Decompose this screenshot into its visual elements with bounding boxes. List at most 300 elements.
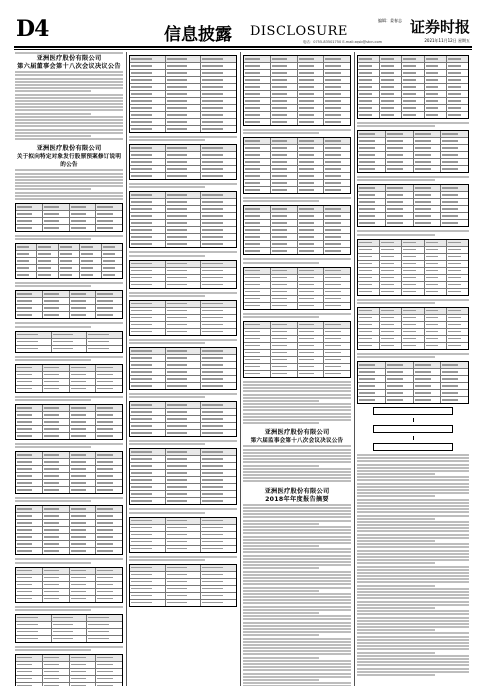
table-cell [96, 305, 122, 311]
text-line [15, 326, 91, 328]
text-line [357, 540, 435, 542]
text-line [357, 674, 435, 676]
table-cell [201, 241, 236, 247]
table-row [16, 244, 122, 251]
table-cell [201, 56, 236, 62]
text-line [243, 548, 351, 550]
table-cell [244, 105, 271, 111]
table-cell [130, 315, 166, 321]
table-cell [70, 372, 97, 378]
table-cell [298, 322, 325, 328]
text-line [243, 504, 351, 506]
table-row [244, 180, 350, 187]
table-cell [358, 138, 386, 144]
table-cell [324, 159, 350, 165]
text-line [357, 604, 469, 606]
text-line [357, 671, 469, 673]
table-cell [166, 593, 202, 599]
table-cell [16, 466, 43, 472]
table-cell [70, 541, 97, 547]
table-cell [70, 506, 97, 512]
table-cell [130, 402, 166, 408]
table-cell [324, 166, 350, 172]
table-cell [201, 449, 236, 455]
table-row [16, 548, 122, 554]
table-cell [244, 180, 271, 186]
table-cell [43, 298, 70, 304]
table-cell [271, 275, 298, 281]
table-cell [414, 397, 442, 403]
table-cell [447, 63, 468, 69]
text-line [243, 529, 351, 531]
table-cell [380, 343, 402, 349]
table-cell [402, 254, 424, 260]
table-cell [298, 364, 325, 370]
table-cell [96, 548, 122, 554]
text-line [15, 109, 123, 111]
table-cell [37, 258, 58, 264]
table-row [16, 683, 122, 686]
table-row [358, 369, 468, 376]
table-row [358, 383, 468, 390]
table-row [358, 254, 468, 261]
table-row [16, 379, 122, 386]
table-cell [16, 365, 43, 371]
text-line [15, 100, 123, 102]
table-cell [441, 213, 468, 219]
table-cell [201, 70, 236, 76]
table-row [130, 586, 236, 593]
table-cell [166, 600, 202, 606]
table-cell [130, 565, 166, 571]
table-cell [166, 491, 202, 497]
text-line [15, 396, 123, 398]
table-cell [130, 63, 166, 69]
table-row [358, 131, 468, 138]
text-line [357, 521, 469, 523]
table-cell [43, 589, 70, 595]
table-cell [271, 119, 298, 125]
table-row [358, 206, 468, 213]
table-cell [298, 350, 325, 356]
text-line [357, 594, 469, 596]
data-table [129, 144, 237, 180]
table-cell [16, 480, 43, 486]
table-row [244, 159, 350, 166]
table-row [358, 322, 468, 329]
table-cell [16, 265, 37, 271]
text-line [357, 629, 435, 631]
table-cell [402, 336, 424, 342]
table-cell [402, 98, 424, 104]
table-row [130, 84, 236, 91]
announcement-company: 亚洲医疗股份有限公司 [36, 145, 102, 153]
table-cell [298, 268, 325, 274]
table-cell [80, 272, 101, 278]
table-cell [358, 369, 386, 375]
table-row [244, 296, 350, 303]
table-row [130, 449, 236, 456]
table-cell [425, 282, 447, 288]
table-cell [201, 430, 236, 436]
flow-arrow [413, 436, 414, 440]
table-row [16, 332, 122, 339]
table-cell [130, 477, 166, 483]
table-cell [16, 405, 43, 411]
table-row [244, 213, 350, 220]
table-cell [16, 272, 37, 278]
table-cell [166, 498, 202, 504]
table-cell [130, 105, 166, 111]
table-cell [324, 371, 350, 377]
table-cell [166, 308, 202, 314]
table-cell [441, 159, 468, 165]
table-cell [358, 192, 386, 198]
masthead [14, 16, 472, 50]
table-cell [447, 315, 468, 321]
table-cell [201, 376, 236, 382]
table-cell [380, 98, 402, 104]
table-cell [201, 402, 236, 408]
text-line [357, 464, 469, 466]
table-cell [441, 166, 468, 172]
table-cell [43, 386, 70, 392]
table-cell [414, 213, 442, 219]
text-line [357, 176, 469, 178]
table-cell [358, 261, 380, 267]
table-cell [425, 275, 447, 281]
table-cell [166, 261, 202, 267]
text-line [357, 553, 469, 555]
text-line [357, 591, 469, 593]
text-line [243, 129, 351, 131]
table-row [358, 185, 468, 192]
table-cell [16, 669, 43, 675]
table-row [130, 145, 236, 152]
table-cell [16, 426, 43, 432]
text-line [243, 526, 351, 528]
table-row [130, 166, 236, 173]
table-cell [16, 258, 37, 264]
text-line [129, 292, 237, 294]
table-cell [70, 582, 97, 588]
table-cell [70, 379, 97, 385]
text-line [243, 618, 351, 620]
text-line [129, 393, 237, 395]
table-cell [298, 220, 325, 226]
text-line [243, 564, 351, 566]
table-cell [358, 77, 380, 83]
table-cell [414, 383, 442, 389]
table-cell [447, 98, 468, 104]
table-cell [96, 433, 122, 439]
table-cell [402, 84, 424, 90]
table-cell [298, 248, 325, 254]
table-cell [298, 329, 325, 335]
table-cell [59, 244, 80, 250]
table-cell [402, 315, 424, 321]
text-line [357, 642, 469, 644]
table-cell [130, 261, 166, 267]
table-cell [96, 459, 122, 465]
text-line [243, 510, 351, 512]
text-line [357, 572, 469, 574]
table-row [130, 282, 236, 288]
text-line [357, 467, 469, 469]
text-line [357, 492, 469, 494]
table-row [130, 105, 236, 112]
table-cell [130, 84, 166, 90]
table-row [358, 390, 468, 397]
table-cell [386, 397, 414, 403]
data-table [15, 451, 123, 494]
table-cell [166, 145, 202, 151]
table-cell [130, 173, 166, 179]
table-cell [271, 296, 298, 302]
table-row [244, 371, 350, 377]
text-line [357, 125, 435, 127]
text-line [357, 486, 469, 488]
table-cell [70, 527, 97, 533]
table-cell [43, 534, 70, 540]
table-cell [324, 364, 350, 370]
table-cell [166, 301, 202, 307]
table-cell [16, 575, 43, 581]
table-row [358, 247, 468, 254]
table-cell [324, 227, 350, 233]
text-line [15, 562, 91, 564]
text-line [243, 676, 351, 678]
text-line [243, 653, 351, 655]
table-cell [130, 268, 166, 274]
data-table [243, 55, 351, 126]
table-cell [402, 247, 424, 253]
table-cell [102, 265, 122, 271]
text-line [15, 103, 123, 105]
table-cell [52, 339, 88, 345]
table-cell [201, 206, 236, 212]
table-cell [43, 452, 70, 458]
table-row [130, 261, 236, 268]
table-row [130, 402, 236, 409]
text-line [15, 359, 91, 361]
text-line [357, 562, 435, 564]
table-cell [70, 386, 97, 392]
table-cell [70, 218, 97, 224]
table-cell [96, 473, 122, 479]
table-row [130, 498, 236, 504]
table-row [16, 272, 122, 278]
table-cell [425, 343, 447, 349]
body-text-block [15, 71, 123, 140]
text-line [243, 468, 351, 470]
table-row [16, 426, 122, 433]
text-line [243, 641, 351, 643]
text-line [129, 186, 205, 188]
table-cell [402, 343, 424, 349]
table-cell [441, 138, 468, 144]
table-row [130, 348, 236, 355]
table-cell [96, 426, 122, 432]
table-cell [386, 220, 414, 226]
data-table [243, 205, 351, 255]
table-cell [380, 254, 402, 260]
table-cell [130, 152, 166, 158]
table-cell [166, 159, 202, 165]
table-cell [298, 56, 325, 62]
table-row [358, 138, 468, 145]
table-cell [96, 655, 122, 661]
table-cell [201, 484, 236, 490]
table-row [16, 218, 122, 225]
table-cell [52, 346, 88, 352]
table-cell [402, 322, 424, 328]
table-cell [16, 506, 43, 512]
table-cell [87, 332, 122, 338]
table-cell [130, 484, 166, 490]
table-row [244, 268, 350, 275]
table-row [16, 568, 122, 575]
text-line [243, 612, 319, 614]
text-line [15, 116, 123, 118]
table-cell [402, 268, 424, 274]
table-cell [166, 369, 202, 375]
table-row [130, 322, 236, 329]
text-line [15, 198, 123, 200]
text-line [357, 559, 469, 561]
table-cell [201, 355, 236, 361]
table-cell [298, 173, 325, 179]
table-cell [244, 343, 271, 349]
text-line [129, 440, 237, 442]
text-line [15, 74, 123, 76]
data-tables [357, 55, 469, 404]
text-line [15, 90, 91, 92]
text-line [243, 452, 351, 454]
text-line [243, 663, 351, 665]
table-cell [16, 251, 37, 257]
text-line [243, 634, 319, 636]
table-cell [16, 683, 43, 686]
text-line [357, 620, 469, 622]
table-row [244, 227, 350, 234]
table-cell [201, 275, 236, 281]
table-cell [324, 63, 350, 69]
text-line [357, 476, 469, 478]
table-cell [298, 152, 325, 158]
table-cell [96, 405, 122, 411]
table-cell [244, 289, 271, 295]
table-row [130, 70, 236, 77]
table-row [16, 204, 122, 211]
table-row [16, 251, 122, 258]
table-cell [358, 152, 386, 158]
table-cell [298, 282, 325, 288]
table-cell [166, 329, 202, 335]
table-cell [43, 305, 70, 311]
table-cell [358, 213, 386, 219]
table-row [244, 241, 350, 248]
table-cell [130, 532, 166, 538]
table-cell [37, 265, 58, 271]
table-cell [16, 487, 43, 493]
text-line [243, 539, 351, 541]
data-tables [129, 55, 237, 607]
text-line [243, 574, 351, 576]
table-cell [87, 622, 122, 628]
text-line [15, 443, 123, 445]
data-table [15, 654, 123, 686]
table-cell [52, 636, 88, 642]
table-cell [386, 213, 414, 219]
body-text-block [243, 504, 351, 686]
table-cell [441, 376, 468, 382]
table-cell [96, 520, 122, 526]
text-line [129, 139, 205, 141]
text-line [243, 669, 351, 671]
table-row [358, 261, 468, 268]
table-row [244, 336, 350, 343]
table-cell [201, 159, 236, 165]
table-cell [70, 513, 97, 519]
table-row [244, 303, 350, 309]
table-cell [166, 213, 202, 219]
table-cell [70, 596, 97, 602]
table-cell [96, 291, 122, 297]
table-row [244, 234, 350, 241]
table-row [130, 491, 236, 498]
table-cell [324, 98, 350, 104]
table-row [130, 213, 236, 220]
table-cell [298, 98, 325, 104]
text-line [357, 578, 469, 580]
table-cell [425, 261, 447, 267]
table-cell [271, 152, 298, 158]
table-cell [380, 70, 402, 76]
table-cell [425, 105, 447, 111]
table-cell [43, 568, 70, 574]
table-cell [324, 206, 350, 212]
table-cell [271, 289, 298, 295]
table-row [130, 173, 236, 179]
table-cell [244, 268, 271, 274]
text-line [243, 631, 351, 633]
table-cell [43, 480, 70, 486]
table-cell [298, 357, 325, 363]
table-cell [130, 322, 166, 328]
table-row [16, 412, 122, 419]
table-cell [96, 582, 122, 588]
table-cell [271, 77, 298, 83]
table-row [16, 676, 122, 683]
table-cell [358, 322, 380, 328]
table-row [244, 329, 350, 336]
table-cell [324, 303, 350, 309]
text-line [357, 581, 469, 583]
table-cell [402, 275, 424, 281]
table-row [16, 346, 122, 352]
table-cell [166, 112, 202, 118]
table-cell [271, 322, 298, 328]
text-line [243, 593, 351, 595]
table-row [16, 459, 122, 466]
table-cell [201, 315, 236, 321]
table-cell [244, 220, 271, 226]
text-line [243, 465, 319, 467]
table-cell [414, 220, 442, 226]
table-cell [130, 119, 166, 125]
table-cell [16, 636, 52, 642]
